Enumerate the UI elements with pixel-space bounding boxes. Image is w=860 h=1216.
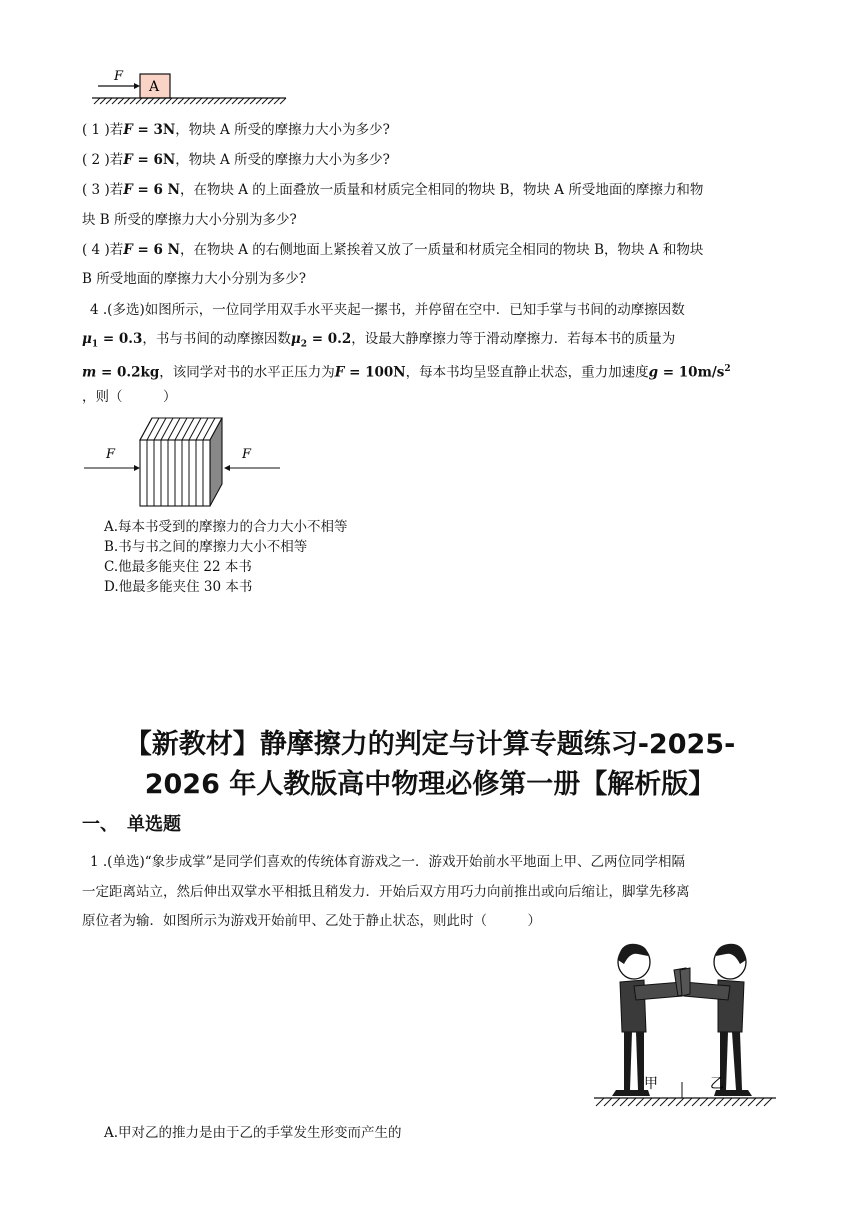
section-heading: 一、 单选题 xyxy=(82,814,181,835)
q4-option-d: D.他最多能夹住 30 本书 xyxy=(104,579,253,595)
palm-push-figure xyxy=(590,940,780,1112)
right-force-arrow xyxy=(224,465,280,471)
document-title-line-2: 2026 年人教版高中物理必修第一册【解析版】 xyxy=(144,769,716,800)
q3-part-4-cont: B 所受地面的摩擦力大小分别为多少? xyxy=(82,271,306,287)
q4-stem-line-4: ，则（ ） xyxy=(82,389,177,405)
q1-stem-line-2: 一定距离站立，然后伸出双掌水平相抵且稍发力．开始后双方用巧力向前推出或向后缩让，脚掌先移离 xyxy=(82,884,690,900)
block-on-ground-figure xyxy=(88,66,290,110)
q1-option-a: A.甲对乙的推力是由于乙的手掌发生形变而产生的 xyxy=(104,1125,402,1141)
right-student-label: 乙 xyxy=(710,1076,724,1092)
left-force-label: F xyxy=(106,447,116,462)
q4-stem-line-3: m = 0.2kg，该同学对书的水平正压力为F = 100N，每本书均呈竖直静止状态，重力加速度$g = 10m/s^2$ xyxy=(82,364,731,381)
q4-option-c: C.他最多能夹住 22 本书 xyxy=(104,559,252,575)
right-student xyxy=(680,944,752,1096)
right-force-label: F xyxy=(242,447,252,462)
q3-part-1: ( 1 )若F = 3N，物块 A 所受的摩擦力大小为多少? xyxy=(82,122,390,138)
force-label: F xyxy=(114,69,124,84)
q4-stem-line-1: 4 .(多选)如图所示，一位同学用双手水平夹起一摞书，并停留在空中．已知手掌与书间的动摩擦因数 xyxy=(90,302,685,318)
q1-stem-line-1: 1 .(单选)“象步成掌”是同学们喜欢的传统体育游戏之一．游戏开始前水平地面上甲、乙两位同学相隔 xyxy=(90,854,686,870)
q1-stem-line-3: 原位者为输．如图所示为游戏开始前甲、乙处于静止状态，则此时（ ） xyxy=(82,913,541,929)
document-title-line-1: 【新教材】静摩擦力的判定与计算专题练习-2025- xyxy=(124,729,736,760)
q3-part-3-cont: 块 B 所受的摩擦力大小分别为多少? xyxy=(82,212,297,228)
q3-part-4: ( 4 )若F = 6 N，在物块 A 的右侧地面上紧挨着又放了一质量和材质完全相同的物块 B，物块 A 和物块 xyxy=(82,242,704,258)
q3-part-3: ( 3 )若F = 6 N，在物块 A 的上面叠放一质量和材质完全相同的物块 B，物块 A 所受地面的摩擦力和物 xyxy=(82,182,704,198)
left-student xyxy=(612,944,688,1096)
q3-part-2: ( 2 )若F = 6N，物块 A 所受的摩擦力大小为多少? xyxy=(82,152,390,168)
q4-option-a: A.每本书受到的摩擦力的合力大小不相等 xyxy=(104,519,348,535)
left-student-label: 甲 xyxy=(644,1076,658,1092)
q4-stem-line-2: $\mu_1 = 0.3$，书与书间的动摩擦因数$\mu_2 = 0.2$，设最大静摩擦力等于滑动摩擦力．若每本书的质量为 xyxy=(82,331,676,350)
q4-option-b: B.书与书之间的摩擦力大小不相等 xyxy=(104,539,308,555)
books-figure xyxy=(80,414,300,514)
left-force-arrow xyxy=(84,465,140,471)
block-label: A xyxy=(149,79,160,95)
